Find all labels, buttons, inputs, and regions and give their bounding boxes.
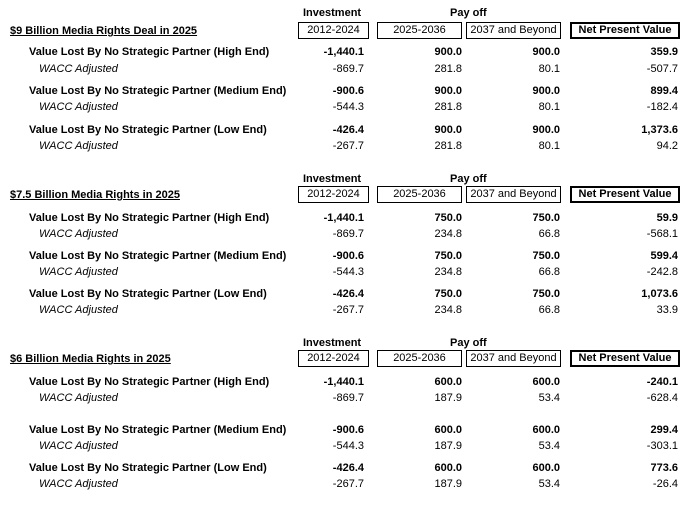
payoff-2037-value: 900.0 xyxy=(532,124,560,136)
investment-value: -426.4 xyxy=(332,462,364,474)
npv-value: 359.9 xyxy=(650,46,678,58)
payoff-2025-2036-value: 750.0 xyxy=(434,288,462,300)
wacc-payoff-2025-2036-value: 187.9 xyxy=(434,440,462,452)
column-header-2037-beyond: 2037 and Beyond xyxy=(466,22,561,39)
investment-value: -900.6 xyxy=(332,424,364,436)
investment-value: -426.4 xyxy=(332,124,364,136)
wacc-investment-value: -267.7 xyxy=(332,304,364,316)
row-label: Value Lost By No Strategic Partner (Low End) xyxy=(29,462,267,474)
media-rights-table-9b xyxy=(0,0,700,160)
payoff-2037-value: 750.0 xyxy=(532,288,560,300)
wacc-payoff-2037-value: 80.1 xyxy=(538,140,560,152)
wacc-payoff-2025-2036-value: 187.9 xyxy=(434,478,462,490)
section-title: $7.5 Billion Media Rights in 2025 xyxy=(10,189,180,201)
npv-value: 599.4 xyxy=(650,250,678,262)
payoff-2037-value: 600.0 xyxy=(532,376,560,388)
wacc-label: WACC Adjusted xyxy=(39,304,118,316)
investment-header: Investment xyxy=(303,337,362,349)
column-header-2012-2024: 2012-2024 xyxy=(298,186,369,203)
payoff-2037-value: 750.0 xyxy=(532,212,560,224)
payoff-2025-2036-value: 900.0 xyxy=(434,85,462,97)
payoff-2025-2036-value: 600.0 xyxy=(434,376,462,388)
payoff-2025-2036-value: 600.0 xyxy=(434,462,462,474)
investment-value: -900.6 xyxy=(332,250,364,262)
wacc-npv-value: -242.8 xyxy=(646,266,678,278)
wacc-investment-value: -869.7 xyxy=(332,228,364,240)
investment-value: -1,440.1 xyxy=(323,376,364,388)
wacc-npv-value: -568.1 xyxy=(646,228,678,240)
wacc-payoff-2025-2036-value: 234.8 xyxy=(434,228,462,240)
wacc-payoff-2025-2036-value: 281.8 xyxy=(434,63,462,75)
row-label: Value Lost By No Strategic Partner (High End) xyxy=(29,46,270,58)
payoff-2025-2036-value: 750.0 xyxy=(434,212,462,224)
wacc-npv-value: -628.4 xyxy=(646,392,678,404)
column-header-npv: Net Present Value xyxy=(570,22,680,39)
column-header-2025-2036: 2025-2036 xyxy=(377,350,462,367)
wacc-label: WACC Adjusted xyxy=(39,266,118,278)
npv-value: 299.4 xyxy=(650,424,678,436)
payoff-2025-2036-value: 900.0 xyxy=(434,46,462,58)
wacc-label: WACC Adjusted xyxy=(39,63,118,75)
wacc-payoff-2025-2036-value: 234.8 xyxy=(434,304,462,316)
wacc-payoff-2037-value: 66.8 xyxy=(538,304,560,316)
media-rights-table-7-5b xyxy=(0,167,700,327)
investment-header: Investment xyxy=(303,7,362,19)
wacc-npv-value: -303.1 xyxy=(646,440,678,452)
column-header-npv: Net Present Value xyxy=(570,186,680,203)
wacc-npv-value: 33.9 xyxy=(656,304,678,316)
wacc-investment-value: -869.7 xyxy=(332,63,364,75)
investment-value: -1,440.1 xyxy=(323,212,364,224)
wacc-investment-value: -267.7 xyxy=(332,478,364,490)
npv-value: 773.6 xyxy=(650,462,678,474)
payoff-header: Pay off xyxy=(450,173,487,185)
row-label: Value Lost By No Strategic Partner (Medium End) xyxy=(29,85,287,97)
wacc-npv-value: -26.4 xyxy=(652,478,678,490)
wacc-investment-value: -544.3 xyxy=(332,440,364,452)
column-header-2025-2036: 2025-2036 xyxy=(377,22,462,39)
wacc-label: WACC Adjusted xyxy=(39,478,118,490)
payoff-2025-2036-value: 900.0 xyxy=(434,124,462,136)
wacc-payoff-2037-value: 53.4 xyxy=(538,440,560,452)
wacc-npv-value: 94.2 xyxy=(656,140,678,152)
wacc-payoff-2037-value: 80.1 xyxy=(538,63,560,75)
column-header-2025-2036: 2025-2036 xyxy=(377,186,462,203)
npv-value: 1,073.6 xyxy=(641,288,678,300)
column-header-2012-2024: 2012-2024 xyxy=(298,22,369,39)
payoff-header: Pay off xyxy=(450,7,487,19)
wacc-investment-value: -869.7 xyxy=(332,392,364,404)
column-header-2012-2024: 2012-2024 xyxy=(298,350,369,367)
payoff-2037-value: 750.0 xyxy=(532,250,560,262)
wacc-payoff-2037-value: 53.4 xyxy=(538,392,560,404)
wacc-payoff-2025-2036-value: 281.8 xyxy=(434,140,462,152)
column-header-2037-beyond: 2037 and Beyond xyxy=(466,186,561,203)
column-header-2037-beyond: 2037 and Beyond xyxy=(466,350,561,367)
wacc-payoff-2037-value: 66.8 xyxy=(538,266,560,278)
wacc-investment-value: -544.3 xyxy=(332,266,364,278)
row-label: Value Lost By No Strategic Partner (High End) xyxy=(29,212,270,224)
wacc-investment-value: -267.7 xyxy=(332,140,364,152)
wacc-npv-value: -507.7 xyxy=(646,63,678,75)
row-label: Value Lost By No Strategic Partner (Low End) xyxy=(29,288,267,300)
wacc-payoff-2037-value: 66.8 xyxy=(538,228,560,240)
payoff-2025-2036-value: 600.0 xyxy=(434,424,462,436)
investment-header: Investment xyxy=(303,173,362,185)
section-title: $6 Billion Media Rights in 2025 xyxy=(10,353,171,365)
wacc-investment-value: -544.3 xyxy=(332,101,364,113)
column-header-npv: Net Present Value xyxy=(570,350,680,367)
media-rights-table-6b xyxy=(0,331,700,491)
wacc-payoff-2037-value: 53.4 xyxy=(538,478,560,490)
npv-value: 899.4 xyxy=(650,85,678,97)
investment-value: -426.4 xyxy=(332,288,364,300)
section-title: $9 Billion Media Rights Deal in 2025 xyxy=(10,25,198,37)
row-label: Value Lost By No Strategic Partner (Medium End) xyxy=(29,424,287,436)
wacc-label: WACC Adjusted xyxy=(39,101,118,113)
wacc-payoff-2037-value: 80.1 xyxy=(538,101,560,113)
investment-value: -900.6 xyxy=(332,85,364,97)
payoff-2037-value: 600.0 xyxy=(532,462,560,474)
payoff-2037-value: 900.0 xyxy=(532,46,560,58)
row-label: Value Lost By No Strategic Partner (Low End) xyxy=(29,124,267,136)
payoff-header: Pay off xyxy=(450,337,487,349)
wacc-label: WACC Adjusted xyxy=(39,392,118,404)
wacc-label: WACC Adjusted xyxy=(39,440,118,452)
investment-value: -1,440.1 xyxy=(323,46,364,58)
payoff-2037-value: 600.0 xyxy=(532,424,560,436)
wacc-payoff-2025-2036-value: 187.9 xyxy=(434,392,462,404)
payoff-2025-2036-value: 750.0 xyxy=(434,250,462,262)
npv-value: 59.9 xyxy=(656,212,678,224)
payoff-2037-value: 900.0 xyxy=(532,85,560,97)
wacc-payoff-2025-2036-value: 281.8 xyxy=(434,101,462,113)
npv-value: -240.1 xyxy=(646,376,678,388)
wacc-payoff-2025-2036-value: 234.8 xyxy=(434,266,462,278)
npv-value: 1,373.6 xyxy=(641,124,678,136)
wacc-label: WACC Adjusted xyxy=(39,140,118,152)
row-label: Value Lost By No Strategic Partner (High End) xyxy=(29,376,270,388)
wacc-label: WACC Adjusted xyxy=(39,228,118,240)
wacc-npv-value: -182.4 xyxy=(646,101,678,113)
row-label: Value Lost By No Strategic Partner (Medium End) xyxy=(29,250,287,262)
